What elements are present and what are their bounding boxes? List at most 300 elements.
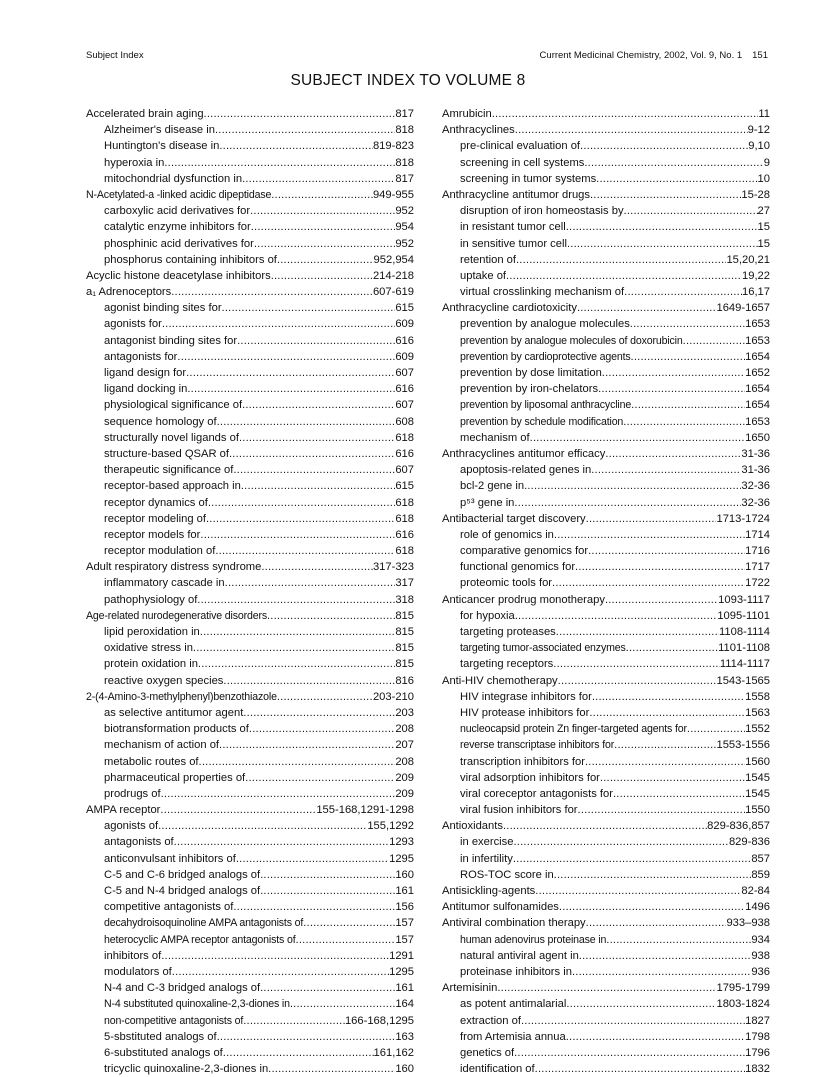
index-subentry (86, 1013, 414, 1029)
dot-leader (613, 786, 745, 802)
entry-term: Anthracyclines (442, 124, 515, 137)
dot-leader (592, 689, 745, 705)
dot-leader (530, 430, 745, 446)
entry-pages: 607 (395, 367, 414, 379)
entry-term: tricyclic quinoxaline-2,3-diones in (104, 1063, 269, 1076)
index-subentry (442, 478, 770, 494)
index-column-left (86, 106, 414, 1077)
entry-pages: 32-36 (741, 480, 770, 493)
entry-pages: 1295 (389, 852, 414, 865)
index-subentry (86, 478, 414, 494)
index-subentry (86, 883, 414, 899)
dot-leader (585, 754, 745, 770)
entry-pages: 1543-1565 (716, 674, 770, 687)
dot-leader (554, 527, 745, 543)
entry-pages: 1796 (745, 1046, 770, 1059)
entry-term: in infertility (460, 852, 513, 865)
index-subentry (86, 754, 414, 770)
index-subentry (86, 996, 414, 1012)
entry-term: as potent antimalarial (460, 998, 567, 1011)
dot-leader (521, 1013, 745, 1029)
dot-leader (566, 219, 758, 235)
index-subentry (86, 705, 414, 721)
dot-leader (575, 559, 745, 575)
index-subentry (86, 737, 414, 753)
index-subentry (442, 1061, 770, 1077)
entry-term: oxidative stress in (104, 642, 193, 655)
index-subentry (442, 851, 770, 867)
entry-term: extraction of (460, 1014, 521, 1027)
entry-term: C-5 and N-4 bridged analogs of (104, 885, 261, 897)
entry-term: antagonist binding sites for (104, 334, 238, 347)
dot-leader (217, 1029, 396, 1045)
dot-leader (598, 381, 745, 397)
entry-pages: 1803-1824 (716, 998, 770, 1011)
dot-leader (515, 122, 748, 138)
entry-term: lipid peroxidation in (104, 626, 200, 638)
entry-pages: 1654 (745, 383, 770, 396)
index-subentry (442, 754, 770, 770)
dot-leader (296, 932, 396, 948)
dot-leader (158, 818, 367, 834)
entry-term: viral adsorption inhibitors for (460, 771, 600, 784)
index-entry (86, 608, 414, 624)
entry-pages: 817 (395, 108, 414, 120)
entry-term: 2-(4-Amino-3-methylphenyl)benzothiazole (86, 690, 277, 703)
entry-term: reverse transcriptase inhibitors for (460, 739, 615, 752)
entry-pages: 859 (751, 868, 770, 881)
index-subentry (86, 964, 414, 980)
entry-term: heterocyclic AMPA receptor antagonists of (104, 933, 296, 946)
entry-term: AMPA receptor (86, 804, 161, 817)
entry-term: antagonists for (104, 350, 178, 363)
entry-pages: 156 (395, 901, 414, 914)
entry-term: non-competitive antagonists of (104, 1014, 244, 1027)
entry-pages: 31-36 (741, 447, 770, 460)
index-subentry (442, 527, 770, 543)
entry-term: Age-related nurodegenerative disorders (86, 609, 267, 622)
entry-term: Anticancer prodrug monotherapy (442, 593, 605, 606)
dot-leader (267, 608, 395, 624)
index-subentry (86, 1061, 414, 1077)
entry-term: pathophysiology of (104, 593, 198, 606)
entry-pages: 1832 (745, 1063, 770, 1076)
dot-leader (160, 802, 316, 818)
entry-pages: 857 (751, 852, 770, 865)
dot-leader (580, 138, 748, 154)
dot-leader (243, 705, 395, 721)
index-subentry (86, 818, 414, 834)
dot-leader (242, 397, 395, 413)
entry-pages: 1101-1108 (718, 642, 770, 655)
entry-term: viral coreceptor antagonists for (460, 787, 613, 800)
entry-term: Anti-HIV chemotherapy (442, 674, 558, 687)
entry-pages: 1653 (745, 415, 770, 428)
index-subentry (442, 1013, 770, 1029)
dot-leader (197, 592, 395, 608)
dot-leader (596, 171, 757, 187)
entry-pages: 27 (757, 205, 770, 218)
entry-pages: 618 (395, 512, 414, 525)
entry-pages: 952 (395, 237, 414, 250)
dot-leader (215, 543, 395, 559)
dot-leader (586, 511, 717, 527)
dot-leader (614, 737, 716, 753)
entry-pages: 949-955 (372, 188, 414, 201)
entry-pages: 157 (395, 933, 414, 946)
entry-term: prevention by analogue molecules of doxorubicin (460, 334, 683, 347)
dot-leader (219, 138, 373, 154)
entry-term: proteinase inhibitors in (460, 965, 572, 978)
entry-term: anticonvulsant inhibitors of (104, 852, 236, 865)
entry-pages: 607 (395, 399, 414, 412)
entry-pages: 15-28 (741, 188, 770, 201)
dot-leader (556, 624, 719, 640)
entry-term: uptake of (460, 269, 507, 282)
index-subentry (86, 786, 414, 802)
entry-pages: 1545 (745, 787, 770, 800)
entry-term: N-4 and C-3 bridged analogs of (104, 982, 261, 995)
index-subentry (86, 915, 414, 931)
entry-pages: 1560 (745, 755, 770, 768)
entry-term: Antitumor sulfonamides (442, 901, 559, 914)
dot-leader (261, 559, 373, 575)
entry-pages: 31-36 (741, 464, 770, 477)
entry-term: prevention by cardioprotective agents (460, 350, 631, 363)
entry-term: in resistant tumor cell (460, 221, 566, 234)
entry-pages: 157 (395, 917, 414, 930)
entry-term: N-4 substituted quinoxaline-2,3-diones in (104, 998, 290, 1011)
dot-leader (161, 948, 389, 964)
entry-pages: 609 (395, 318, 414, 331)
entry-term: nucleocapsid protein Zn finger-targeted agents for (460, 723, 687, 736)
dot-leader (172, 964, 389, 980)
dot-leader (513, 851, 751, 867)
dot-leader (239, 430, 395, 446)
index-subentry (442, 948, 770, 964)
index-subentry (86, 333, 414, 349)
index-entry (86, 187, 414, 203)
entry-pages: 1550 (745, 804, 770, 817)
entry-pages: 1553-1556 (716, 739, 770, 752)
dot-leader (606, 932, 751, 948)
entry-pages: 9-12 (747, 124, 770, 137)
entry-pages: 952,954 (373, 253, 414, 266)
entry-pages: 817 (395, 172, 414, 185)
index-subentry (86, 867, 414, 883)
entry-pages: 207 (395, 739, 414, 752)
entry-pages: 1722 (745, 577, 770, 590)
index-entry (442, 187, 770, 203)
dot-leader (260, 867, 395, 883)
index-subentry (86, 300, 414, 316)
entry-pages: 203-210 (372, 690, 414, 703)
entry-term: prevention by analogue molecules (460, 318, 630, 331)
entry-pages: 1545 (745, 771, 770, 784)
entry-term: Anthracycline antitumor drugs (442, 188, 590, 201)
dot-leader (222, 300, 396, 316)
entry-pages: 618 (395, 496, 414, 509)
index-subentry (442, 349, 770, 365)
dot-leader (268, 1061, 395, 1077)
index-subentry (86, 219, 414, 235)
entry-term: catalytic enzyme inhibitors for (104, 221, 251, 234)
entry-pages: 618 (395, 545, 414, 558)
index-subentry (442, 203, 770, 219)
entry-term: mitochondrial dysfunction in (104, 172, 243, 185)
dot-leader (630, 316, 745, 332)
index-subentry (86, 203, 414, 219)
entry-term: apoptosis-related genes in (460, 464, 592, 477)
entry-term: disruption of iron homeostasis by (460, 205, 624, 218)
dot-leader (219, 737, 395, 753)
entry-term: p⁵³ gene in (460, 496, 515, 509)
dot-leader (245, 770, 395, 786)
entry-term: proteomic tools for (460, 577, 553, 590)
index-subentry (442, 1029, 770, 1045)
entry-pages: 1795-1799 (716, 982, 770, 995)
dot-leader (217, 414, 396, 430)
index-subentry (442, 236, 770, 252)
index-subentry (86, 899, 414, 915)
dot-leader (237, 333, 395, 349)
index-subentry (86, 171, 414, 187)
entry-pages: 9,10 (748, 140, 770, 153)
page-title: SUBJECT INDEX TO VOLUME 8 (290, 72, 526, 89)
index-subentry (442, 316, 770, 332)
section-label: Subject Index (86, 50, 144, 61)
dot-leader (162, 316, 395, 332)
dot-leader (535, 883, 741, 899)
dot-leader (208, 495, 395, 511)
entry-term: in sensitive tumor cell (460, 237, 567, 250)
index-subentry (442, 737, 770, 753)
dot-leader (579, 948, 752, 964)
dot-leader (503, 818, 707, 834)
dot-leader (683, 333, 745, 349)
index-subentry (442, 365, 770, 381)
entry-term: reactive oxygen species (104, 674, 224, 687)
dot-leader (513, 834, 728, 850)
entry-term: N-Acetylated-a -linked acidic dipeptidase (86, 188, 272, 201)
index-subentry (86, 122, 414, 138)
entry-pages: 607-619 (372, 286, 414, 299)
entry-term: antagonists of (104, 836, 174, 849)
dot-leader (260, 883, 395, 899)
dot-leader (554, 867, 752, 883)
index-subentry (442, 689, 770, 705)
entry-term: therapeutic significance of (104, 464, 234, 477)
entry-term: metabolic routes of (104, 755, 199, 768)
entry-term: ligand design for (104, 367, 187, 379)
dot-leader (566, 996, 716, 1012)
dot-leader (506, 268, 742, 284)
entry-term: identification of (460, 1063, 535, 1076)
entry-term: prodrugs of (104, 787, 161, 800)
dot-leader (229, 446, 395, 462)
dot-leader (186, 365, 395, 381)
entry-pages: 164 (395, 998, 414, 1011)
index-subentry (86, 932, 414, 948)
dot-leader (241, 478, 396, 494)
journal-name: Current Medicinal Chemistry, 2002, Vol. 9, No. 1 (539, 50, 743, 61)
entry-pages: 829-836 (728, 836, 770, 849)
dot-leader (626, 640, 718, 656)
entry-pages: 15 (757, 221, 770, 234)
dot-leader (624, 203, 758, 219)
index-entry (442, 915, 770, 931)
entry-term: competitive antagonists of (104, 901, 234, 914)
index-subentry (86, 430, 414, 446)
entry-pages: 208 (395, 723, 414, 736)
entry-pages: 815 (395, 626, 414, 638)
index-entry (442, 446, 770, 462)
index-subentry (442, 786, 770, 802)
entry-pages: 160 (395, 1063, 414, 1076)
dot-leader (590, 187, 741, 203)
entry-term: agonist binding sites for (104, 302, 222, 315)
entry-pages: 161 (395, 885, 414, 897)
index-subentry (442, 721, 770, 737)
index-subentry (442, 543, 770, 559)
dot-leader (578, 802, 746, 818)
dot-leader (687, 721, 745, 737)
dot-leader (174, 834, 389, 850)
entry-term: receptor models for (104, 528, 201, 541)
index-subentry (86, 462, 414, 478)
index-subentry (86, 640, 414, 656)
entry-pages: 938 (751, 949, 770, 962)
index-subentry (442, 495, 770, 511)
entry-pages: 616 (395, 528, 414, 541)
entry-pages: 829-836,857 (707, 820, 770, 833)
dot-leader (524, 478, 741, 494)
index-subentry (442, 252, 770, 268)
entry-term: prevention by iron-chelators (460, 383, 599, 396)
entry-pages: 1650 (745, 431, 770, 444)
dot-leader (215, 122, 395, 138)
entry-pages: 1653 (745, 334, 770, 347)
entry-term: carboxylic acid derivatives for (104, 205, 251, 218)
entry-pages: 818 (395, 124, 414, 137)
entry-pages: 608 (395, 415, 414, 428)
entry-pages: 32-36 (741, 496, 770, 509)
entry-term: 6-substituted analogs of (104, 1046, 223, 1059)
entry-term: pharmaceutical properties of (104, 771, 246, 784)
entry-pages: 816 (395, 674, 414, 687)
entry-term: Antioxidants (442, 820, 503, 833)
entry-term: agonists for (104, 318, 162, 331)
entry-pages: 952 (395, 205, 414, 218)
index-entry (442, 980, 770, 996)
index-subentry (86, 511, 414, 527)
dot-leader (566, 1029, 745, 1045)
entry-term: modulators of (104, 965, 172, 978)
index-subentry (86, 543, 414, 559)
index-subentry (442, 333, 770, 349)
dot-leader (254, 236, 395, 252)
entry-term: transcription inhibitors for (460, 755, 585, 768)
dot-leader (497, 980, 716, 996)
dot-leader (600, 770, 745, 786)
index-subentry (442, 284, 770, 300)
entry-pages: 214-218 (372, 269, 414, 282)
dot-leader (514, 495, 741, 511)
dot-leader (586, 915, 727, 931)
entry-term: targeting proteases (460, 626, 556, 638)
entry-term: physiological significance of (104, 399, 243, 412)
dot-leader (187, 381, 395, 397)
dot-leader (631, 397, 745, 413)
index-subentry (442, 964, 770, 980)
dot-leader (559, 899, 745, 915)
entry-term: screening in cell systems (460, 156, 585, 169)
index-subentry (442, 867, 770, 883)
index-subentry (86, 365, 414, 381)
entry-pages: 616 (395, 447, 414, 460)
dot-leader (514, 1045, 745, 1061)
dot-leader (303, 915, 395, 931)
entry-term: prevention by schedule modification (460, 415, 624, 428)
entry-term: Anthracycline cardiotoxicity (442, 302, 577, 315)
entry-pages: 1496 (745, 901, 770, 914)
dot-leader (588, 543, 745, 559)
entry-pages: 1095-1101 (717, 609, 770, 622)
entry-pages: 1291 (389, 949, 414, 962)
dot-leader (200, 624, 396, 640)
index-subentry (86, 948, 414, 964)
entry-pages: 1717 (745, 561, 770, 574)
entry-term: ROS-TOC score in (460, 868, 554, 881)
index-entry (442, 300, 770, 316)
index-subentry (86, 624, 414, 640)
index-subentry (86, 155, 414, 171)
entry-term: Acyclic histone deacetylase inhibitors (86, 269, 271, 282)
index-subentry (442, 462, 770, 478)
journal-citation (540, 50, 768, 61)
index-entry (442, 122, 770, 138)
entry-term: Alzheimer's disease in (104, 124, 215, 137)
entry-pages: 1552 (745, 723, 770, 736)
entry-pages: 1654 (745, 350, 770, 363)
dot-leader (249, 721, 395, 737)
entry-pages: 1827 (745, 1014, 770, 1027)
index-subentry (86, 527, 414, 543)
entry-pages: 954 (395, 221, 414, 234)
entry-term: HIV protease inhibitors for (460, 706, 590, 719)
dot-leader (492, 106, 759, 122)
entry-pages: 318 (395, 593, 414, 606)
running-head (86, 50, 768, 64)
entry-pages: 609 (395, 350, 414, 363)
entry-term: for hypoxia (460, 609, 515, 622)
dot-leader (260, 980, 395, 996)
index-entry (442, 106, 770, 122)
dot-leader (233, 462, 395, 478)
entry-term: role of genomics in (460, 528, 554, 541)
dot-leader (631, 349, 746, 365)
entry-term: structurally novel ligands of (104, 431, 239, 444)
entry-pages: 616 (395, 334, 414, 347)
entry-pages: 1798 (745, 1030, 770, 1043)
entry-term: Huntington's disease in (104, 140, 220, 153)
index-entry (86, 559, 414, 575)
index-subentry (442, 624, 770, 640)
entry-term: bcl-2 gene in (460, 480, 525, 493)
entry-pages: 317 (395, 577, 414, 590)
entry-term: human adenovirus proteinase in (460, 933, 607, 946)
index-subentry (442, 219, 770, 235)
